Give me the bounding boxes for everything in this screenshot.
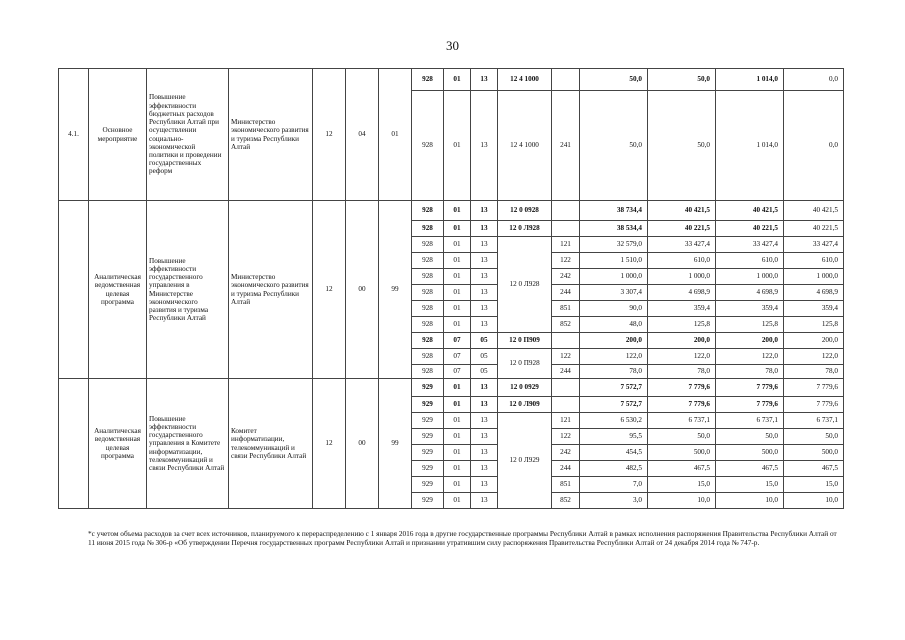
expense-type-cell <box>552 69 580 91</box>
subsection-cell: 13 <box>471 413 498 429</box>
code-cell: 01 <box>379 69 412 201</box>
value-cell: 38 534,4 <box>580 221 648 237</box>
value-cell: 4 698,9 <box>716 285 784 301</box>
value-cell: 500,0 <box>716 445 784 461</box>
value-cell: 15,0 <box>784 477 844 493</box>
value-cell: 0,0 <box>784 91 844 201</box>
value-cell: 0,0 <box>784 69 844 91</box>
expense-type-cell: 244 <box>552 365 580 379</box>
section-cell: 07 <box>444 349 471 365</box>
executor-cell: Министерство экономического развития и туризма Республики Алтай <box>229 201 313 379</box>
value-cell: 50,0 <box>716 429 784 445</box>
grbs-cell: 929 <box>412 379 444 397</box>
subsection-cell: 13 <box>471 221 498 237</box>
grbs-cell: 928 <box>412 253 444 269</box>
subsection-cell: 13 <box>471 253 498 269</box>
value-cell: 610,0 <box>648 253 716 269</box>
value-cell: 125,8 <box>784 317 844 333</box>
csr-cell: 12 0 Л928 <box>498 221 552 237</box>
code-cell: 00 <box>346 379 379 509</box>
value-cell: 1 000,0 <box>784 269 844 285</box>
value-cell: 467,5 <box>784 461 844 477</box>
csr-cell: 12 0 Л928 <box>498 237 552 333</box>
grbs-cell: 928 <box>412 269 444 285</box>
grbs-cell: 928 <box>412 285 444 301</box>
value-cell: 50,0 <box>580 69 648 91</box>
value-cell: 200,0 <box>716 333 784 349</box>
value-cell: 7 779,6 <box>648 397 716 413</box>
code-cell: 00 <box>346 201 379 379</box>
subsection-cell: 13 <box>471 397 498 413</box>
grbs-cell: 928 <box>412 69 444 91</box>
code-cell: 12 <box>313 379 346 509</box>
value-cell: 7 572,7 <box>580 397 648 413</box>
value-cell: 500,0 <box>784 445 844 461</box>
grbs-cell: 929 <box>412 413 444 429</box>
code-cell: 12 <box>313 69 346 201</box>
value-cell: 122,0 <box>648 349 716 365</box>
value-cell: 1 014,0 <box>716 69 784 91</box>
value-cell: 50,0 <box>580 91 648 201</box>
expense-type-cell: 852 <box>552 317 580 333</box>
value-cell: 50,0 <box>648 429 716 445</box>
subsection-cell: 13 <box>471 429 498 445</box>
value-cell: 40 221,5 <box>784 221 844 237</box>
value-cell: 40 221,5 <box>716 221 784 237</box>
expense-type-cell: 851 <box>552 301 580 317</box>
subsection-cell: 13 <box>471 285 498 301</box>
value-cell: 7 779,6 <box>784 397 844 413</box>
value-cell: 40 421,5 <box>784 201 844 221</box>
expense-type-cell: 852 <box>552 493 580 509</box>
subsection-cell: 05 <box>471 333 498 349</box>
value-cell: 122,0 <box>580 349 648 365</box>
subsection-cell: 13 <box>471 269 498 285</box>
table-row <box>59 69 844 91</box>
value-cell: 7,0 <box>580 477 648 493</box>
value-cell: 10,0 <box>784 493 844 509</box>
grbs-cell: 929 <box>412 477 444 493</box>
expense-type-cell: 122 <box>552 349 580 365</box>
value-cell: 40 421,5 <box>648 201 716 221</box>
value-cell: 125,8 <box>648 317 716 333</box>
subsection-cell: 13 <box>471 477 498 493</box>
value-cell: 7 779,6 <box>716 379 784 397</box>
value-cell: 6 737,1 <box>716 413 784 429</box>
value-cell: 122,0 <box>716 349 784 365</box>
csr-cell: 12 0 Л929 <box>498 413 552 509</box>
csr-cell: 12 4 1000 <box>498 69 552 91</box>
section-cell: 01 <box>444 477 471 493</box>
row-number-cell <box>59 201 89 379</box>
section-cell: 07 <box>444 333 471 349</box>
value-cell: 40 421,5 <box>716 201 784 221</box>
section-cell: 01 <box>444 413 471 429</box>
item-type-cell: Основное мероприятие <box>89 69 147 201</box>
section-cell: 01 <box>444 91 471 201</box>
subsection-cell: 13 <box>471 445 498 461</box>
value-cell: 38 734,4 <box>580 201 648 221</box>
value-cell: 359,4 <box>648 301 716 317</box>
subsection-cell: 13 <box>471 69 498 91</box>
item-type-cell: Аналитическая ведомственная целевая программа <box>89 379 147 509</box>
subsection-cell: 13 <box>471 201 498 221</box>
grbs-cell: 929 <box>412 493 444 509</box>
value-cell: 6 737,1 <box>784 413 844 429</box>
expense-type-cell: 241 <box>552 91 580 201</box>
grbs-cell: 928 <box>412 221 444 237</box>
expense-type-cell: 122 <box>552 429 580 445</box>
csr-cell: 12 0 Л909 <box>498 397 552 413</box>
code-cell: 99 <box>379 201 412 379</box>
value-cell: 33 427,4 <box>716 237 784 253</box>
csr-cell: 12 0 П928 <box>498 349 552 379</box>
section-cell: 01 <box>444 201 471 221</box>
value-cell: 467,5 <box>648 461 716 477</box>
grbs-cell: 928 <box>412 237 444 253</box>
value-cell: 10,0 <box>648 493 716 509</box>
expense-type-cell <box>552 333 580 349</box>
code-cell: 99 <box>379 379 412 509</box>
expense-type-cell: 242 <box>552 269 580 285</box>
value-cell: 3,0 <box>580 493 648 509</box>
value-cell: 50,0 <box>648 91 716 201</box>
csr-cell: 12 0 0929 <box>498 379 552 397</box>
subsection-cell: 13 <box>471 379 498 397</box>
row-number-cell: 4.1. <box>59 69 89 201</box>
value-cell: 1 000,0 <box>648 269 716 285</box>
code-cell: 12 <box>313 201 346 379</box>
value-cell: 125,8 <box>716 317 784 333</box>
section-cell: 01 <box>444 237 471 253</box>
value-cell: 7 779,6 <box>648 379 716 397</box>
item-name-cell: Повышение эффективности государственного управления в Министерстве экономического развития и туризма Республики Алтай <box>147 201 229 379</box>
value-cell: 482,5 <box>580 461 648 477</box>
section-cell: 01 <box>444 221 471 237</box>
value-cell: 200,0 <box>580 333 648 349</box>
grbs-cell: 929 <box>412 429 444 445</box>
expense-type-cell: 121 <box>552 413 580 429</box>
expense-type-cell: 244 <box>552 461 580 477</box>
value-cell: 78,0 <box>784 365 844 379</box>
code-cell: 04 <box>346 69 379 201</box>
page-number: 30 <box>446 38 459 53</box>
subsection-cell: 05 <box>471 349 498 365</box>
value-cell: 33 427,4 <box>784 237 844 253</box>
value-cell: 7 572,7 <box>580 379 648 397</box>
value-cell: 10,0 <box>716 493 784 509</box>
grbs-cell: 928 <box>412 349 444 365</box>
value-cell: 122,0 <box>784 349 844 365</box>
value-cell: 78,0 <box>580 365 648 379</box>
table-row <box>59 201 844 221</box>
subsection-cell: 13 <box>471 461 498 477</box>
table-row <box>59 379 844 397</box>
section-cell: 01 <box>444 445 471 461</box>
executor-cell: Министерство экономического развития и туризма Республики Алтай <box>229 69 313 201</box>
section-cell: 01 <box>444 461 471 477</box>
executor-cell: Комитет информатизации, телекоммуникаций и связи Республики Алтай <box>229 379 313 509</box>
value-cell: 359,4 <box>784 301 844 317</box>
section-cell: 01 <box>444 317 471 333</box>
grbs-cell: 928 <box>412 201 444 221</box>
value-cell: 7 779,6 <box>716 397 784 413</box>
value-cell: 40 221,5 <box>648 221 716 237</box>
value-cell: 33 427,4 <box>648 237 716 253</box>
value-cell: 467,5 <box>716 461 784 477</box>
item-name-cell: Повышение эффективности государственного управления в Комитете информатизации, телекоммуникаций и связи Республики Алтай <box>147 379 229 509</box>
section-cell: 01 <box>444 397 471 413</box>
section-cell: 01 <box>444 253 471 269</box>
value-cell: 78,0 <box>716 365 784 379</box>
budget-table <box>58 68 844 509</box>
expense-type-cell: 851 <box>552 477 580 493</box>
value-cell: 32 579,0 <box>580 237 648 253</box>
value-cell: 359,4 <box>716 301 784 317</box>
grbs-cell: 928 <box>412 301 444 317</box>
grbs-cell: 928 <box>412 91 444 201</box>
grbs-cell: 928 <box>412 317 444 333</box>
value-cell: 7 779,6 <box>784 379 844 397</box>
value-cell: 200,0 <box>648 333 716 349</box>
value-cell: 6 737,1 <box>648 413 716 429</box>
section-cell: 01 <box>444 69 471 91</box>
csr-cell: 12 0 П909 <box>498 333 552 349</box>
value-cell: 610,0 <box>716 253 784 269</box>
value-cell: 48,0 <box>580 317 648 333</box>
value-cell: 200,0 <box>784 333 844 349</box>
value-cell: 15,0 <box>716 477 784 493</box>
value-cell: 454,5 <box>580 445 648 461</box>
value-cell: 95,5 <box>580 429 648 445</box>
value-cell: 4 698,9 <box>648 285 716 301</box>
grbs-cell: 928 <box>412 333 444 349</box>
grbs-cell: 929 <box>412 445 444 461</box>
value-cell: 4 698,9 <box>784 285 844 301</box>
value-cell: 1 000,0 <box>716 269 784 285</box>
item-type-cell: Аналитическая ведомственная целевая программа <box>89 201 147 379</box>
expense-type-cell: 244 <box>552 285 580 301</box>
section-cell: 01 <box>444 285 471 301</box>
section-cell: 01 <box>444 269 471 285</box>
value-cell: 50,0 <box>784 429 844 445</box>
expense-type-cell: 242 <box>552 445 580 461</box>
section-cell: 01 <box>444 429 471 445</box>
subsection-cell: 13 <box>471 237 498 253</box>
value-cell: 1 510,0 <box>580 253 648 269</box>
item-name-cell: Повышение эффективности бюджетных расходов Республики Алтай при осуществлении социально-экономической политики и проведении государственных реформ <box>147 69 229 201</box>
csr-cell: 12 4 1000 <box>498 91 552 201</box>
grbs-cell: 928 <box>412 365 444 379</box>
expense-type-cell: 122 <box>552 253 580 269</box>
expense-type-cell <box>552 221 580 237</box>
value-cell: 90,0 <box>580 301 648 317</box>
subsection-cell: 13 <box>471 91 498 201</box>
value-cell: 50,0 <box>648 69 716 91</box>
grbs-cell: 929 <box>412 397 444 413</box>
value-cell: 610,0 <box>784 253 844 269</box>
section-cell: 07 <box>444 365 471 379</box>
value-cell: 500,0 <box>648 445 716 461</box>
expense-type-cell <box>552 379 580 397</box>
section-cell: 01 <box>444 301 471 317</box>
section-cell: 01 <box>444 379 471 397</box>
value-cell: 15,0 <box>648 477 716 493</box>
expense-type-cell <box>552 397 580 413</box>
expense-type-cell: 121 <box>552 237 580 253</box>
section-cell: 01 <box>444 493 471 509</box>
subsection-cell: 05 <box>471 365 498 379</box>
value-cell: 3 307,4 <box>580 285 648 301</box>
expense-type-cell <box>552 201 580 221</box>
footnote: *с учетом объема расходов за счет всех источников, планируемого к перераспределению с 1 января 2016 года в другие государственные программы Республики Алтай в рамках исполнения распоряжения Правительства Республики Алтай от 11 июня 2015 года № 306-р «Об утверждении Перечня государственных программ Республики Алтай и признании утратившим силу распоряжения Правительства Республики Алтай от 24 декабря 2014 года № 747-р. <box>88 529 837 547</box>
subsection-cell: 13 <box>471 301 498 317</box>
value-cell: 78,0 <box>648 365 716 379</box>
csr-cell: 12 0 0928 <box>498 201 552 221</box>
subsection-cell: 13 <box>471 493 498 509</box>
subsection-cell: 13 <box>471 317 498 333</box>
row-number-cell <box>59 379 89 509</box>
value-cell: 6 530,2 <box>580 413 648 429</box>
value-cell: 1 000,0 <box>580 269 648 285</box>
value-cell: 1 014,0 <box>716 91 784 201</box>
grbs-cell: 929 <box>412 461 444 477</box>
